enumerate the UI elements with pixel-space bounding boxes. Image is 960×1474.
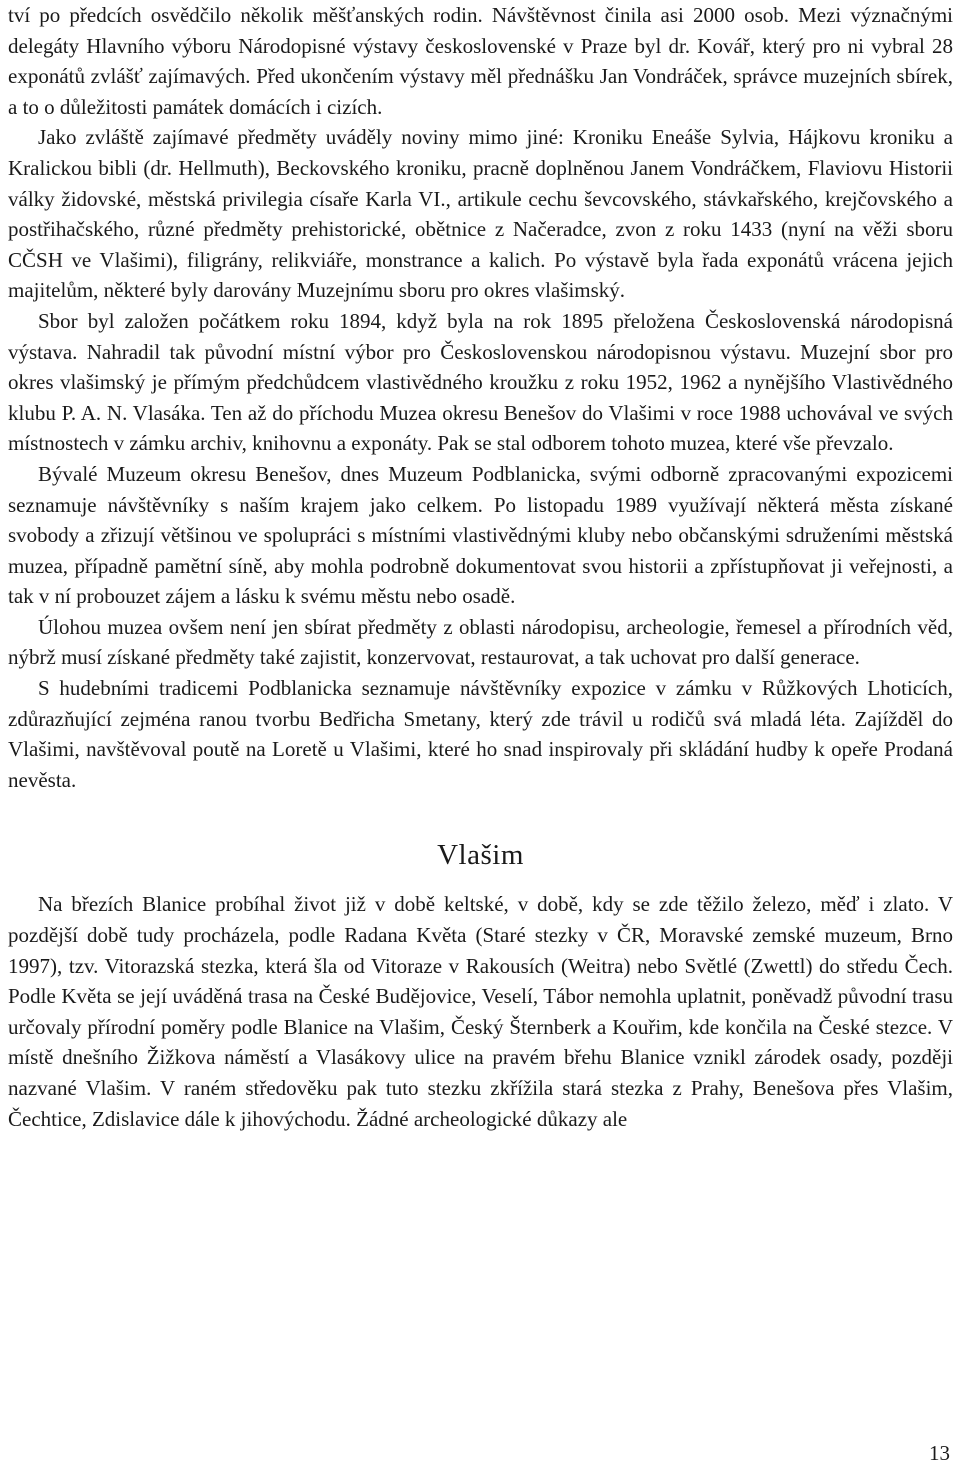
document-page (8, 0, 953, 1134)
paragraph-regional-museum: Bývalé Muzeum okresu Benešov, dnes Muzeum Podblanicka, svými odborně zpracovanými expozicemi seznamuje návštěvníky s naším krajem jako celkem. Po listopadu 1989 využívají některá města získané svobody a zřizují většinou ve spolupráci s místními vlastivědnými kluby nebo občanskými sdruženími městská muzea, případně pamětní síně, aby mohla podrobně dokumentovat svou historii a zpřístupňovat ji veřejnosti, a tak v ní probouzet zájem a lásku k svému městu nebo osadě. (8, 461, 953, 609)
paragraph-exhibition: tví po předcích osvědčilo několik měšťanských rodin. Návštěvnost činila asi 2000 osob. Mezi význačnými delegáty Hlavního výboru Národopisné výstavy československé v Praze byl dr. Kovář, který pro ni vybral 28 exponátů zvlášť zajímavých. Před ukončením výstavy měl přednášku Jan Vondráček, správce muzejních sbírek, a to o důležitosti památek domácích i cizích. (8, 3, 953, 119)
paragraph-museum-role: Úlohou muzea ovšem není jen sbírat předměty z oblasti národopisu, archeologie, řemesel a přírodních věd, nýbrž musí získané předměty také zajistit, konzervovat, restaurovat, a tak uchovat pro další generace. (8, 614, 953, 670)
paragraph-music-traditions: S hudebními tradicemi Podblanicka seznamuje návštěvníky expozice v zámku v Růžkových Lhoticích, zdůrazňující zejména ranou tvorbu Bedřicha Smetany, který zde trávil u rodičů svá mladá léta. Zajížděl do Vlašimi, navštěvoval poutě na Loretě u Vlašimi, které ho snad inspirovaly při skládání hudby k opeře Prodaná nevěsta. (8, 676, 953, 792)
paragraph-vlasim-history: Na březích Blanice probíhal život již v době keltské, v době, kdy se zde těžilo železo, měď i zlato. V pozdější době tudy procházela, podle Radana Květa (Staré stezky v ČR, Moravské zemské muzeum, Brno 1997), tzv. Vitorazská stezka, která šla od Vitoraze v Rakousích (Weitra) nebo Světlé (Zwettl) do středu Čech. Podle Květa se její uváděná trasa na České Budějovice, Veselí, Tábor nemohla uplatnit, poněvadž původní trasu určovaly přírodní poměry podle Blanice na Vlašim, Český Šternberk a Kouřim, kde končila na České stezce. V místě dnešního Žižkova náměstí a Vlasákovy ulice na pravém břehu Blanice vznikl zárodek osady, později nazvané Vlašim. V raném středověku pak tuto stezku zkřížila stará stezka z Prahy, Benešova přes Vlašim, Čechtice, Zdislavice dále k jihovýchodu. Žádné archeologické důkazy ale (8, 892, 953, 1131)
paragraph-museum-board: Sbor byl založen počátkem roku 1894, když byla na rok 1895 přeložena Československá národopisná výstava. Nahradil tak původní místní výbor pro Československou národopisnou výstavu. Muzejní sbor pro okres vlašimský je přímým předchůdcem vlastivědného kroužku z roku 1952, 1962 a nynějšího Vlastivědného klubu P. A. N. Vlasáka. Ten až do příchodu Muzea okresu Benešov do Vlašimi v roce 1988 uchovával ve svých místnostech v zámku archiv, knihovnu a exponáty. Pak se stal odborem tohoto muzea, které vše převzalo. (8, 308, 953, 456)
page-number: 13 (929, 1441, 950, 1465)
section-title: Vlašim (437, 839, 524, 872)
paragraph-notable-items: Jako zvláště zajímavé předměty uváděly noviny mimo jiné: Kroniku Eneáše Sylvia, Hájkovu kroniku a Kralickou bibli (dr. Hellmuth), Beckovského kroniku, pracně doplněnou Janem Vondráčkem, Flaviovu Historii války židovské, městská privilegia císaře Karla VI., artikule cechu ševcovského, stávkařského, krejčovského a postřihačského, různé předměty prehistorické, obětnice z Načeradce, zvon z roku 1433 (nyní na věži sboru CČSH ve Vlašimi), filigrány, relikviáře, monstrance a kalich. Po výstavě byla řada exponátů vrácena jejich majitelům, některé byly darovány Muzejnímu sboru pro okres vlašimský. (8, 125, 953, 303)
